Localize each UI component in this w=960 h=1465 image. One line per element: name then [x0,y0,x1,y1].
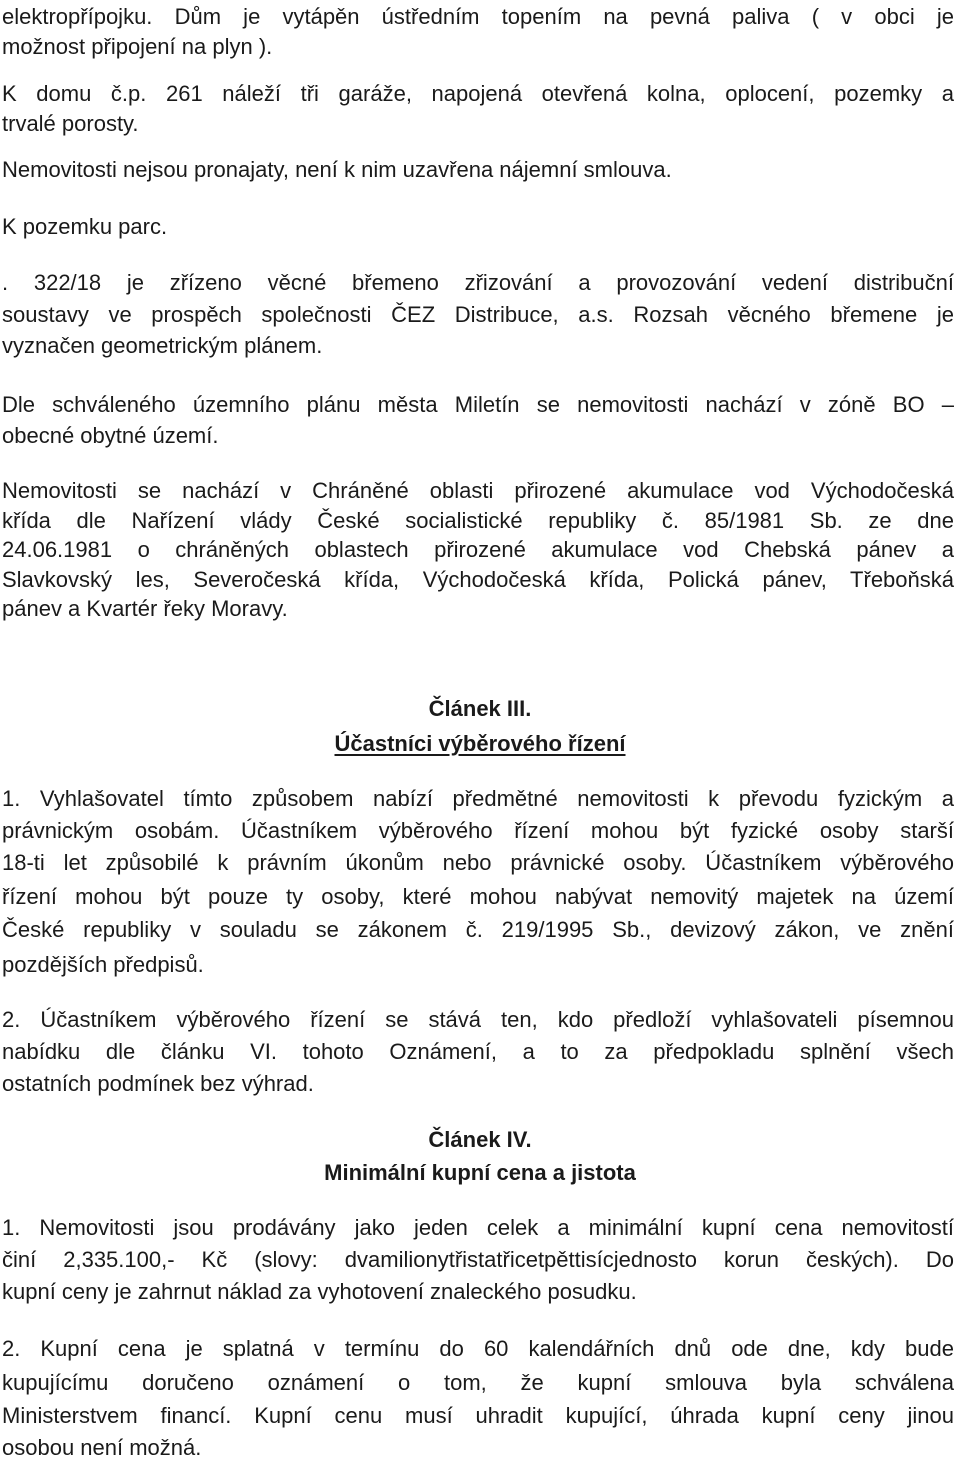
text-line: Ministerstvem financí. Kupní cenu musí uhradit kupující, úhrada kupní ceny jinou [2,1403,954,1428]
text-line: řízení mohou být pouze ty osoby, které mohou nabývat nemovitý majetek na území [2,884,954,909]
text-line: Slavkovský les, Severočeská křída, Východočeská křída, Polická pánev, Třeboňská [2,567,954,592]
text-line: elektropřípojku. Dům je vytápěn ústředním topením na pevná paliva ( v obci je [2,4,954,29]
text-line: ostatních podmínek bez výhrad. [2,1071,314,1096]
text-line: Dle schváleného územního plánu města Miletín se nemovitosti nachází v zóně BO – [2,392,954,417]
text-line: nabídku dle článku VI. tohoto Oznámení, a to za předpokladu splnění všech [2,1039,954,1064]
text-line: kupní ceny je zahrnut náklad za vyhotovení znaleckého posudku. [2,1279,637,1304]
article-heading: Článek III. [428,696,532,721]
text-line: 18-ti let způsobilé k právním úkonům nebo právnické osoby. Účastníkem výběrového [2,850,954,875]
text-line: 1. Nemovitosti jsou prodávány jako jeden celek a minimální kupní cena nemovitostí [2,1215,954,1240]
article-subheading: Účastníci výběrového řízení [334,731,626,756]
text-line: křída dle Nařízení vlády České socialistické republiky č. 85/1981 Sb. ze dne [2,508,954,533]
article-subheading: Minimální kupní cena a jistota [324,1160,636,1185]
text-line: 1. Vyhlašovatel tímto způsobem nabízí předmětné nemovitosti k převodu fyzickým a [2,786,954,811]
text-line: Nemovitosti nejsou pronajaty, není k nim uzavřena nájemní smlouva. [2,157,672,182]
text-line: kupujícímu doručeno oznámení o tom, že kupní smlouva byla schválena [2,1370,954,1395]
text-line: právnickým osobám. Účastníkem výběrového řízení mohou být fyzické osoby starší [2,818,954,843]
text-line: 2. Účastníkem výběrového řízení se stává ten, kdo předloží vyhlašovateli písemnou [2,1007,954,1032]
text-line: činí 2,335.100,- Kč (slovy: dvamilionytřistatřicetpěttisícjednosto korun českých). Do [2,1247,954,1272]
text-line: České republiky v souladu se zákonem č. 219/1995 Sb., devizový zákon, ve znění [2,917,954,942]
text-line: 2. Kupní cena je splatná v termínu do 60 kalendářních dnů ode dne, kdy bude [2,1336,954,1361]
article-heading: Článek IV. [428,1127,532,1152]
text-line: trvalé porosty. [2,111,139,136]
text-line: soustavy ve prospěch společnosti ČEZ Distribuce, a.s. Rozsah věcného břemene je [2,302,954,327]
text-line: pánev a Kvartér řeky Moravy. [2,596,288,621]
text-line: pozdějších předpisů. [2,952,204,977]
text-line: 24.06.1981 o chráněných oblastech přirozené akumulace vod Chebská pánev a [2,537,954,562]
text-line: K pozemku parc. [2,214,168,239]
text-line: možnost připojení na plyn ). [2,34,273,59]
text-line: . 322/18 je zřízeno věcné břemeno zřizování a provozování vedení distribuční [2,270,954,295]
text-line: osobou není možná. [2,1435,202,1460]
text-line: obecné obytné území. [2,423,219,448]
text-line: vyznačen geometrickým plánem. [2,333,323,358]
text-line: Nemovitosti se nachází v Chráněné oblasti přirozené akumulace vod Východočeská [2,478,954,503]
text-line: K domu č.p. 261 náleží tři garáže, napojená otevřená kolna, oplocení, pozemky a [2,81,954,106]
